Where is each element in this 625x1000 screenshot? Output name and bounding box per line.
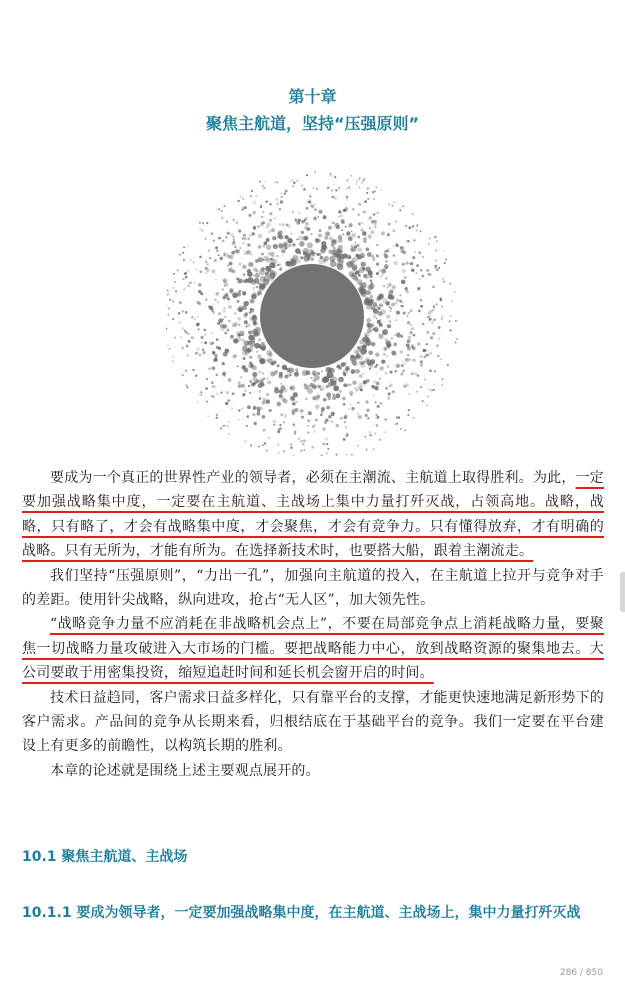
paragraph-2: 我们坚持“压强原则”，“力出一孔”，加强向主航道的投入，在主航道上拉开与竞争对手的差距。使用针尖战略，纵向进攻，抢占“无人区”，加大领先性。 xyxy=(22,567,604,609)
chapter-number: 第十章 xyxy=(288,87,337,106)
dotted-sun-illustration xyxy=(166,166,458,456)
section-heading-10-1[interactable]: 10.1 聚焦主航道、主战场 xyxy=(22,849,188,865)
paragraph-3 xyxy=(22,612,604,685)
chapter-title: 聚焦主航道，坚持“压强原则” xyxy=(205,114,420,133)
section-heading-10-1-1[interactable]: 10.1.1 要成为领导者，一定要加强战略集中度，在主航道、主战场上，集中力量打歼灭战 xyxy=(22,905,581,921)
page-indicator: 286 / 850 xyxy=(559,968,603,978)
paragraph-1: 要成为一个真正的世界性产业的领导者，必须在主潮流、主航道上取得胜利。为此，一定要加强战略集中度，一定要在主航道、主战场上集中力量打歼灭战，占领高地。战略，战略，只有略了，才会有战略集中度，才会聚焦，才会有竞争力。只有懂得放弃，才有明确的战略。只有无所为，才能有所为。在选择新技术时，也要搭大船，跟着主潮流走。 xyxy=(22,470,604,560)
scroll-handle[interactable] xyxy=(620,572,625,612)
highlighted-passage: 一定要加强战略集中度，一定要在主航道、主战场上集中力量打歼灭战，占领高地。战略，战略，只有略了，才会有战略集中度，才会聚焦，才会有竞争力。只有懂得放弃，才有明确的战略。只有无所为，才能有所为。在选择新技术时，也要搭大船，跟着主潮流走。 xyxy=(22,470,604,560)
sun-core xyxy=(260,264,364,368)
chapter-intro-text xyxy=(22,466,604,783)
highlighted-passage: “战略竞争力量不应消耗在非战略机会点上”，不要在局部竞争点上消耗战略力量，要聚焦一切战略力量攻破进入大市场的门槛。要把战略能力中心，放到战略资源的聚集地去。大公司要敢于用密集投资，缩短追赶时间和延长机会窗开启的时间。 xyxy=(22,616,604,682)
paragraph-5: 本章的论述就是围绕上述主要观点展开的。 xyxy=(50,762,320,779)
paragraph-4: 技术日益趋同，客户需求日益多样化，只有靠平台的支撑，才能更快速地满足新形势下的客户需求。产品间的竞争从长期来看，归根结底在于基础平台的竞争。我们一定要在平台建设上有更多的前瞻性，以构筑长期的胜利。 xyxy=(22,689,604,755)
